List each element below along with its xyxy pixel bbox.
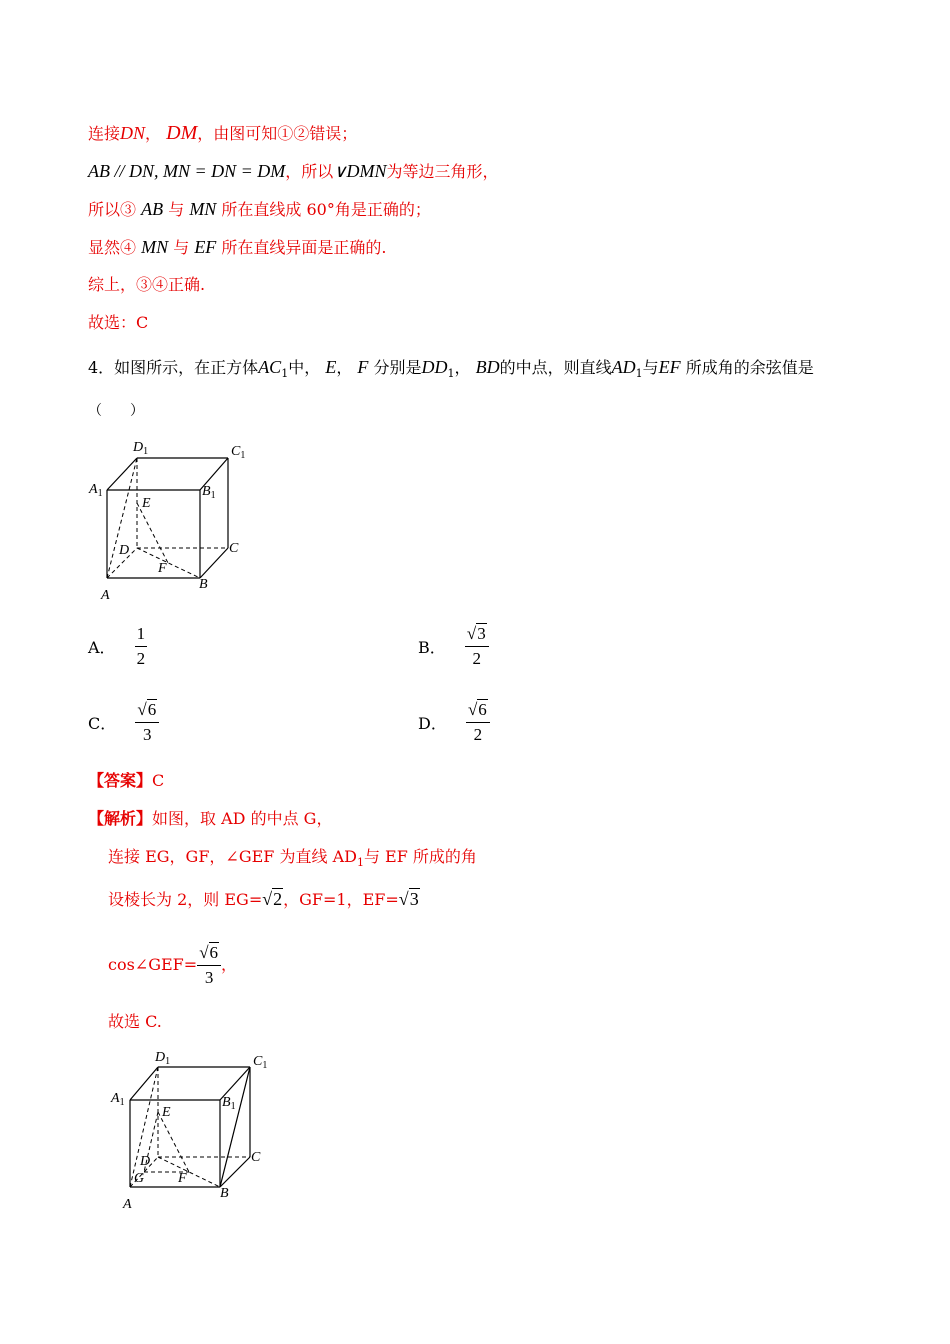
label-d: D bbox=[119, 543, 130, 558]
label-a: A bbox=[101, 588, 110, 603]
edge-bc bbox=[220, 1157, 250, 1187]
line-ef bbox=[158, 1112, 189, 1172]
label-c: C bbox=[251, 1150, 261, 1165]
sol3-line5: 综上，③④正确. bbox=[88, 275, 206, 294]
cube-figure-1 bbox=[85, 435, 265, 605]
label-e: E bbox=[142, 496, 151, 511]
cube-figure-2 bbox=[108, 1045, 288, 1215]
sol3-line3: 所以③ AB 与 MN 所在直线成 60°角是正确的； bbox=[88, 199, 431, 219]
sol3-line1: 连接DN， DM，由图可知①②错误； bbox=[88, 122, 358, 144]
option-b[interactable]: B． $\frac{√3}{2}$ bbox=[418, 622, 489, 671]
option-d-fraction: $\frac{√6}{2}$ bbox=[466, 698, 490, 747]
label-f: F bbox=[158, 561, 167, 576]
line-ef bbox=[137, 503, 168, 563]
sol3-line2: AB // DN, MN = DN = DM，所以∨DMN为等边三角形， bbox=[88, 161, 499, 181]
analysis-line2: 连接 EG，GF，∠GEF 为直线 $AD_1$与 EF 所成的角 bbox=[108, 847, 477, 870]
line-bc1 bbox=[220, 1067, 250, 1187]
label-d1: $D_1$ bbox=[155, 1050, 171, 1067]
label-b1: $B_1$ bbox=[222, 1095, 236, 1112]
label-b1: $B_1$ bbox=[202, 484, 216, 501]
option-a[interactable]: A． $\frac{1}{2}$ bbox=[88, 622, 147, 671]
diag-db bbox=[137, 548, 200, 578]
label-d1: $D_1$ bbox=[133, 440, 149, 457]
label-c: C bbox=[229, 541, 239, 556]
line-ad1 bbox=[130, 1067, 158, 1187]
label-g: G bbox=[134, 1171, 145, 1186]
option-a-fraction: $\frac{1}{2}$ bbox=[136, 624, 146, 668]
answer-line: 【答案】C bbox=[88, 771, 165, 790]
option-d[interactable]: D． $\frac{√6}{2}$ bbox=[418, 698, 490, 747]
label-f: F bbox=[178, 1171, 187, 1186]
label-c1: $C_1$ bbox=[253, 1054, 268, 1071]
analysis-line3: 设棱长为 2，则 EG=√2，GF=1，EF=√3 bbox=[108, 889, 419, 909]
analysis-line5: 故选 C. bbox=[108, 1012, 162, 1031]
sol3-line6: 故选：C bbox=[88, 313, 149, 332]
line-ad1 bbox=[107, 458, 137, 578]
option-c[interactable]: C． $\frac{√6}{3}$ bbox=[88, 698, 159, 747]
analysis-line1: 【解析】如图，取 AD 的中点 G， bbox=[88, 809, 333, 828]
label-a1: $A_1$ bbox=[111, 1091, 125, 1108]
question-4-stem: 4．如图所示，在正方体$AC_1$中， E， F 分别是$DD_1$， BD的中点，则直线$AD_1$与EF 所成角的余弦值是 bbox=[88, 357, 814, 381]
label-b: B bbox=[199, 577, 208, 592]
analysis-line4: cos∠GEF= $\frac{√6}{3}$ ， bbox=[108, 943, 238, 987]
sol3-line4: 显然④ MN 与 EF 所在直线异面是正确的. bbox=[88, 237, 387, 257]
question-4-paren: （ ） bbox=[88, 403, 144, 419]
label-b: B bbox=[220, 1186, 229, 1201]
label-c1: $C_1$ bbox=[231, 444, 246, 461]
label-a: A bbox=[123, 1197, 132, 1212]
label-e: E bbox=[162, 1105, 171, 1120]
label-a1: $A_1$ bbox=[89, 482, 103, 499]
edge-bc bbox=[200, 548, 228, 578]
option-c-fraction: $\frac{√6}{3}$ bbox=[135, 698, 159, 747]
label-d: D bbox=[140, 1154, 151, 1169]
option-b-fraction: $\frac{√3}{2}$ bbox=[465, 622, 489, 671]
